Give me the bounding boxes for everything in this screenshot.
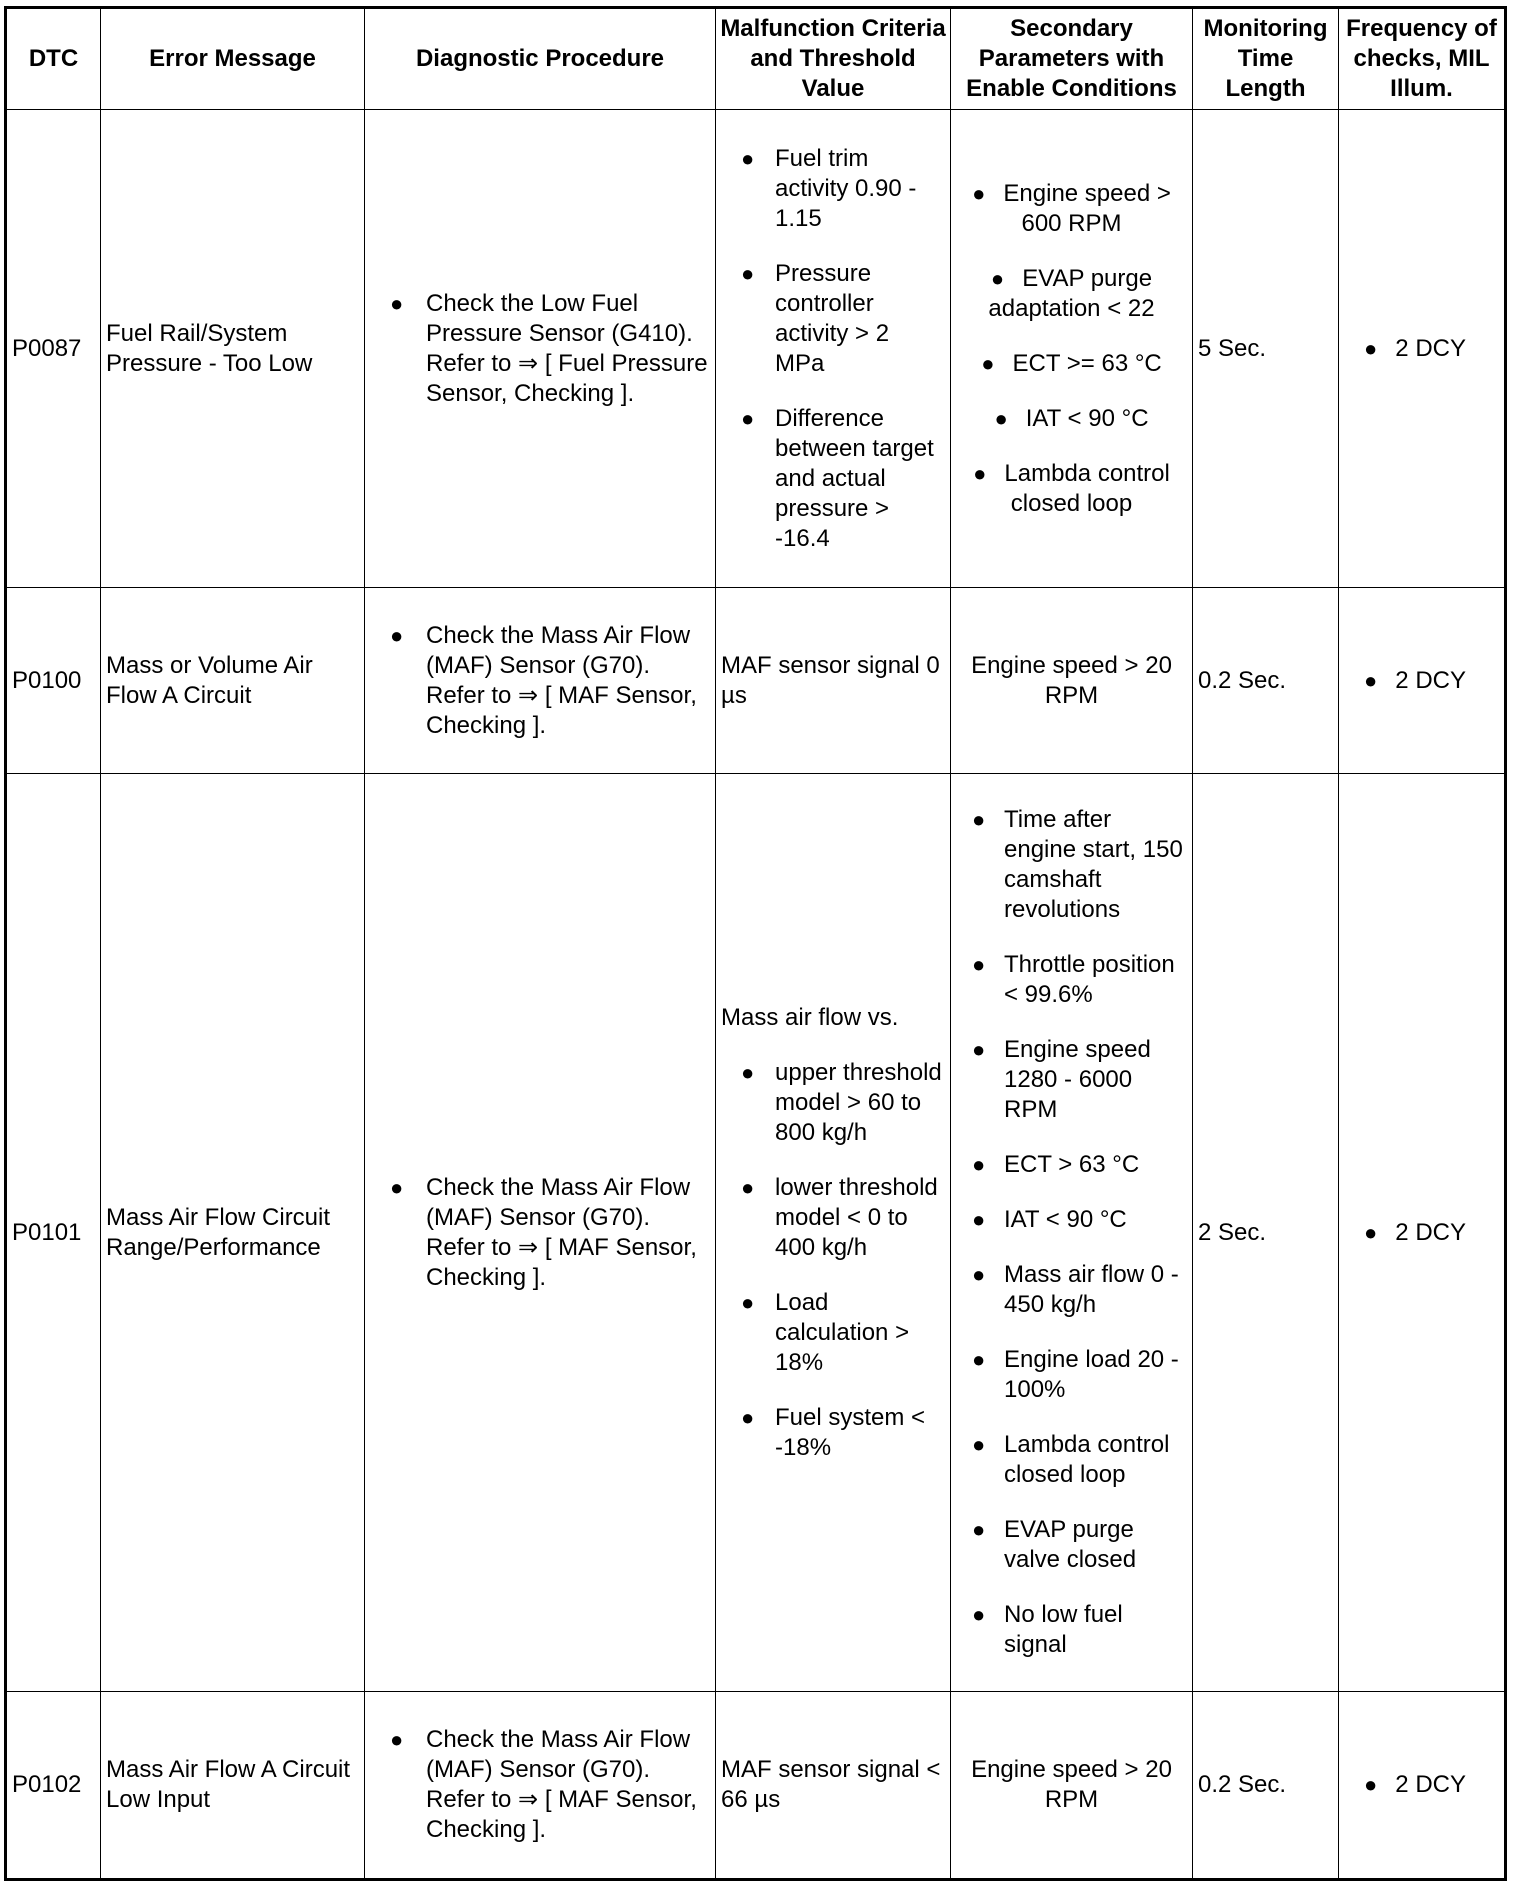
malfunction-criteria [716, 774, 951, 1692]
frequency-item: ● 2 DCY [1364, 334, 1499, 364]
criteria-item: ● Fuel system < -18% [721, 1403, 945, 1463]
secondary-parameters: Engine speed > 20 RPM [951, 1692, 1193, 1880]
procedure-item: ● Check the Low Fuel Pressure Sensor (G410). Refer to ⇒ [ Fuel Pressure Sensor, Checking ]. [370, 289, 710, 409]
secondary-item: ● IAT < 90 °C [956, 404, 1187, 434]
procedure-item: ● Check the Mass Air Flow (MAF) Sensor (G70). Refer to ⇒ [ MAF Sensor, Checking ]. [370, 1725, 710, 1845]
secondary-item: ● No low fuel signal [956, 1600, 1187, 1660]
table-row [6, 588, 1506, 774]
procedure-list [370, 621, 710, 741]
secondary-item: ● Lambda control closed loop [956, 1430, 1187, 1490]
secondary-parameters [951, 774, 1193, 1692]
diagnostic-procedure [365, 1692, 716, 1880]
secondary-item: ● Lambda control closed loop [956, 459, 1187, 519]
malfunction-criteria: MAF sensor signal 0 µs [716, 588, 951, 774]
procedure-list [370, 1173, 710, 1293]
secondary-item: ● EVAP purge adaptation < 22 [956, 264, 1187, 324]
criteria-item: ● Fuel trim activity 0.90 - 1.15 [721, 144, 945, 234]
secondary-item: ● Mass air flow 0 - 450 kg/h [956, 1260, 1187, 1320]
secondary-item: ● Engine speed 1280 - 6000 RPM [956, 1035, 1187, 1125]
secondary-item: ● Engine load 20 - 100% [956, 1345, 1187, 1405]
procedure-item: ● Check the Mass Air Flow (MAF) Sensor (G70). Refer to ⇒ [ MAF Sensor, Checking ]. [370, 1173, 710, 1293]
header-malfunction-criteria: Malfunction Criteria and Threshold Value [716, 8, 951, 110]
frequency [1339, 1692, 1506, 1880]
monitoring-time: 0.2 Sec. [1193, 1692, 1339, 1880]
secondary-parameters: Engine speed > 20 RPM [951, 588, 1193, 774]
malfunction-criteria: MAF sensor signal < 66 µs [716, 1692, 951, 1880]
criteria-item: ● Pressure controller activity > 2 MPa [721, 259, 945, 379]
frequency-list [1364, 666, 1499, 696]
header-monitoring-time: Monitoring Time Length [1193, 8, 1339, 110]
header-dtc: DTC [6, 8, 101, 110]
dtc-code: P0100 [6, 588, 101, 774]
secondary-list [956, 179, 1187, 519]
dtc-table [4, 6, 1507, 1881]
error-message: Mass Air Flow Circuit Range/Performance [101, 774, 365, 1692]
error-message: Mass Air Flow A Circuit Low Input [101, 1692, 365, 1880]
secondary-item: ● IAT < 90 °C [956, 1205, 1187, 1235]
secondary-item: ● Time after engine start, 150 camshaft revolutions [956, 805, 1187, 925]
criteria-item: ● upper threshold model > 60 to 800 kg/h [721, 1058, 945, 1148]
dtc-code: P0102 [6, 1692, 101, 1880]
secondary-item: ● Engine speed > 600 RPM [956, 179, 1187, 239]
frequency-item: ● 2 DCY [1364, 666, 1499, 696]
secondary-item: ● Throttle position < 99.6% [956, 950, 1187, 1010]
frequency-item: ● 2 DCY [1364, 1218, 1499, 1248]
dtc-code: P0087 [6, 110, 101, 588]
frequency-item: ● 2 DCY [1364, 1770, 1499, 1800]
malfunction-criteria [716, 110, 951, 588]
monitoring-time: 2 Sec. [1193, 774, 1339, 1692]
secondary-item: ● ECT > 63 °C [956, 1150, 1187, 1180]
dtc-document-page [4, 6, 1504, 1879]
table-row [6, 1692, 1506, 1880]
header-diagnostic-procedure: Diagnostic Procedure [365, 8, 716, 110]
error-message: Mass or Volume Air Flow A Circuit [101, 588, 365, 774]
monitoring-time: 5 Sec. [1193, 110, 1339, 588]
frequency [1339, 774, 1506, 1692]
diagnostic-procedure [365, 588, 716, 774]
criteria-item: ● Load calculation > 18% [721, 1288, 945, 1378]
table-row [6, 110, 1506, 588]
criteria-list [721, 144, 945, 554]
table-row [6, 774, 1506, 1692]
secondary-list [956, 805, 1187, 1660]
criteria-list [721, 1058, 945, 1463]
header-secondary-parameters: Secondary Parameters with Enable Conditions [951, 8, 1193, 110]
criteria-lead: Mass air flow vs. [721, 1003, 899, 1031]
procedure-list [370, 1725, 710, 1845]
frequency-list [1364, 334, 1499, 364]
secondary-parameters [951, 110, 1193, 588]
secondary-item: ● EVAP purge valve closed [956, 1515, 1187, 1575]
error-message: Fuel Rail/System Pressure - Too Low [101, 110, 365, 588]
frequency [1339, 110, 1506, 588]
criteria-item: ● Difference between target and actual pressure > -16.4 [721, 404, 945, 554]
diagnostic-procedure [365, 774, 716, 1692]
criteria-item: ● lower threshold model < 0 to 400 kg/h [721, 1173, 945, 1263]
procedure-list [370, 289, 710, 409]
diagnostic-procedure [365, 110, 716, 588]
secondary-item: ● ECT >= 63 °C [956, 349, 1187, 379]
dtc-code: P0101 [6, 774, 101, 1692]
frequency-list [1364, 1218, 1499, 1248]
frequency-list [1364, 1770, 1499, 1800]
table-header-row [6, 8, 1506, 110]
procedure-item: ● Check the Mass Air Flow (MAF) Sensor (G70). Refer to ⇒ [ MAF Sensor, Checking ]. [370, 621, 710, 741]
frequency [1339, 588, 1506, 774]
header-frequency: Frequency of checks, MIL Illum. [1339, 8, 1506, 110]
header-error-message: Error Message [101, 8, 365, 110]
monitoring-time: 0.2 Sec. [1193, 588, 1339, 774]
